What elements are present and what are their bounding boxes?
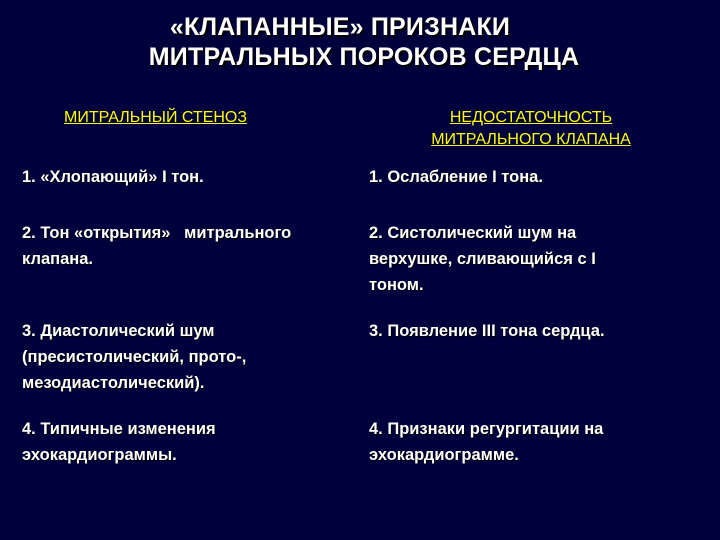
row3-left-line1: 3. Диастолический шум: [22, 322, 215, 340]
row3-left: [22, 318, 358, 396]
row2-right-line1: 2. Систолический шум на: [369, 224, 577, 242]
row1-right: 1. Ослабление I тона.: [369, 168, 543, 186]
right-header-line1: НЕДОСТАТОЧНОСТЬ: [449, 109, 613, 126]
row2-right-line3: тоном.: [369, 276, 424, 294]
row4-left-line1: 4. Типичные изменения: [22, 420, 216, 438]
row4-left-line2: эхокардиограммы.: [22, 446, 177, 464]
left-column-header: МИТРАЛЬНЫЙ СТЕНОЗ: [64, 109, 248, 126]
row3-left-line2: (пресистолический, прото-,: [22, 348, 247, 366]
row4-right: [369, 416, 699, 468]
row2-left: [22, 220, 358, 272]
row2-right: [369, 220, 699, 298]
right-column-header: [372, 107, 690, 151]
slide-title-line2: МИТРАЛЬНЫХ ПОРОКОВ СЕРДЦА: [148, 43, 580, 71]
row3-right: 3. Появление III тона сердца.: [369, 322, 605, 340]
right-header-line2: МИТРАЛЬНОГО КЛАПАНА: [431, 131, 631, 148]
slide-title-line1: «КЛАПАННЫЕ» ПРИЗНАКИ: [169, 13, 511, 41]
row2-right-line2: верхушке, сливающийся с I: [369, 250, 596, 268]
row1-left: 1. «Хлопающий» I тон.: [22, 168, 204, 186]
row2-left-line1: 2. Тон «открытия» митрального: [22, 224, 292, 242]
row4-right-line1: 4. Признаки регургитации на: [369, 420, 604, 438]
row4-left: [22, 416, 358, 468]
slide-title: [0, 12, 720, 72]
row2-left-line2: клапана.: [22, 250, 93, 268]
row3-left-line3: мезодиастолический).: [22, 374, 205, 392]
row4-right-line2: эхокардиограмме.: [369, 446, 519, 464]
